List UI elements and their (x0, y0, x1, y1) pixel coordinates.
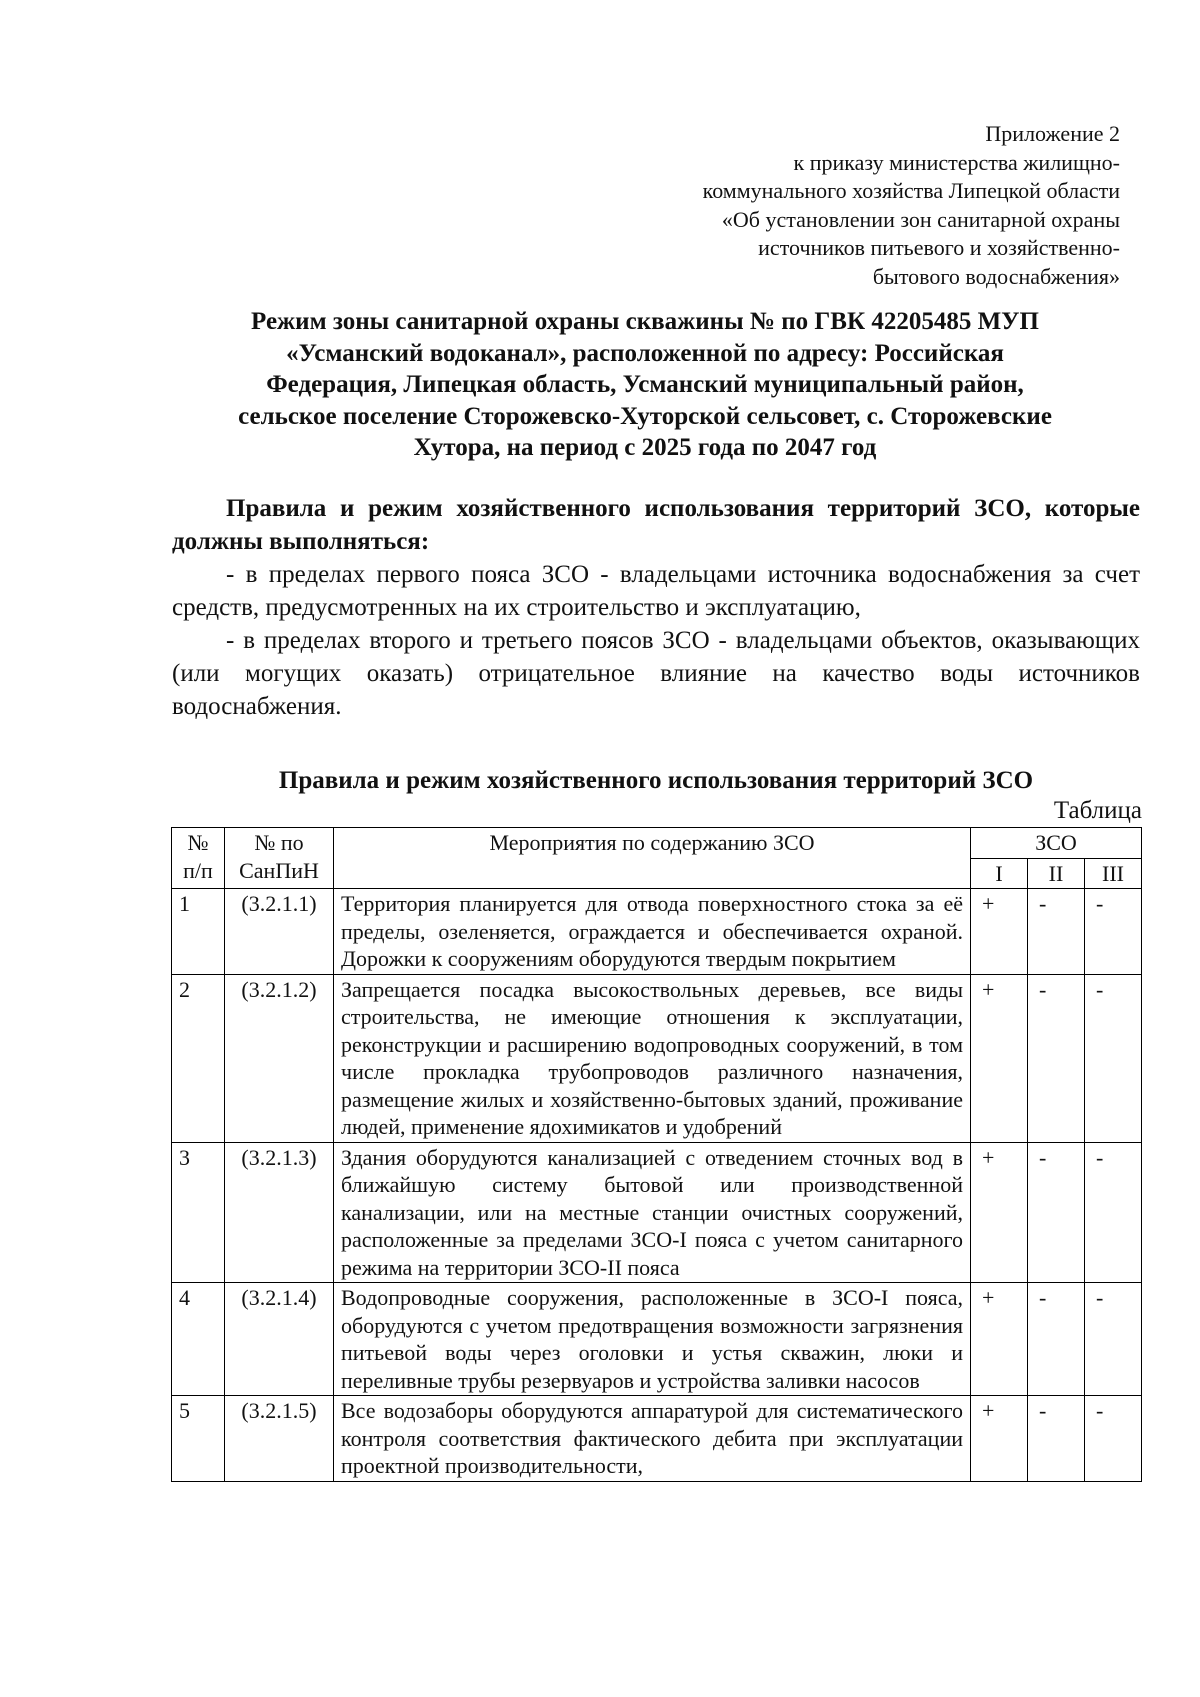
row-sanpin: (3.2.1.1) (225, 889, 334, 975)
title-line: Режим зоны санитарной охраны скважины № по ГВК 42205485 МУП (251, 308, 1039, 335)
rules-item-second-third-zone: - в пределах второго и третьего поясов ЗСО - владельцами объектов, оказывающих (или могущих оказать) отрицательное влияние на качество воды источников водоснабжения. (172, 627, 1140, 720)
row-zone-2: - (1028, 974, 1085, 1142)
appendix-line: Приложение 2 (985, 121, 1120, 146)
header-zone-3: III (1085, 858, 1142, 889)
document-title (150, 306, 1140, 464)
table-row (172, 1396, 1142, 1482)
appendix-block (560, 120, 1120, 291)
table-title: Правила и режим хозяйственного использования территорий ЗСО (278, 767, 1034, 794)
row-num: 2 (172, 974, 225, 1142)
appendix-line: источников питьевого и хозяйственно- (758, 235, 1120, 260)
table-caption: Таблица (1053, 797, 1142, 824)
row-num: 4 (172, 1283, 225, 1396)
title-line: Хутора, на период с 2025 года по 2047 год (413, 434, 877, 461)
row-sanpin: (3.2.1.3) (225, 1142, 334, 1283)
row-zone-2: - (1028, 1283, 1085, 1396)
table-row (172, 1142, 1142, 1283)
row-text: Запрещается посадка высокоствольных деревьев, все виды строительства, не имеющие отношения к эксплуатации, реконструкции и расширению водопроводных сооружений, в том числе прокладка трубопроводов различного назначения, размещение жилых и хозяйственно-бытовых зданий, проживание людей, применение ядохимикатов и удобрений (334, 974, 971, 1142)
row-zone-3: - (1085, 1396, 1142, 1482)
appendix-line: к приказу министерства жилищно- (793, 149, 1120, 175)
row-text: Здания оборудуются канализацией с отведением сточных вод в ближайшую систему бытовой или производственной канализации, или на местные станции очистных сооружений, расположенные за пределами ЗСО-I пояса с учетом санитарного режима на территории ЗСО-II пояса (334, 1142, 971, 1283)
header-num: № п/п (172, 828, 225, 889)
row-sanpin: (3.2.1.5) (225, 1396, 334, 1482)
appendix-line: коммунального хозяйства Липецкой области (702, 178, 1120, 203)
rules-item-first-zone: - в пределах первого пояса ЗСО - владельцами источника водоснабжения за счет средств, предусмотренных на их строительство и эксплуатацию, (172, 561, 1140, 621)
table-header-row (172, 828, 1142, 859)
row-zone-2: - (1028, 1396, 1085, 1482)
row-zone-3: - (1085, 974, 1142, 1142)
table-row (172, 1283, 1142, 1396)
row-sanpin: (3.2.1.2) (225, 974, 334, 1142)
rules-section (172, 492, 1140, 723)
row-sanpin: (3.2.1.4) (225, 1283, 334, 1396)
header-zso: ЗСО (971, 828, 1142, 859)
appendix-line: бытового водоснабжения» (872, 263, 1120, 289)
row-zone-2: - (1028, 889, 1085, 975)
title-line: сельское поселение Сторожевско-Хуторской сельсовет, с. Сторожевские (238, 402, 1052, 430)
title-line: Федерация, Липецкая область, Усманский муниципальный район, (266, 371, 1024, 398)
appendix-line: «Об установлении зон санитарной охраны (721, 206, 1120, 232)
row-num: 5 (172, 1396, 225, 1482)
row-zone-1: + (971, 1283, 1028, 1396)
row-zone-3: - (1085, 1283, 1142, 1396)
row-text: Территория планируется для отвода поверхностного стока за её пределы, озеленяется, ограждается и обеспечивается охраной. Дорожки к сооружениям оборудуются твердым покрытием (334, 889, 971, 975)
row-zone-3: - (1085, 1142, 1142, 1283)
header-zone-2: II (1028, 858, 1085, 889)
row-zone-1: + (971, 1142, 1028, 1283)
row-zone-2: - (1028, 1142, 1085, 1283)
header-measures: Мероприятия по содержанию ЗСО (334, 828, 971, 889)
row-num: 1 (172, 889, 225, 975)
row-zone-1: + (971, 974, 1028, 1142)
header-sanpin: № по СанПиН (225, 828, 334, 889)
zso-table (171, 827, 1142, 1482)
row-text: Все водозаборы оборудуются аппаратурой для систематического контроля соответствия фактического дебита при эксплуатации проектной производительности, (334, 1396, 971, 1482)
row-zone-3: - (1085, 889, 1142, 975)
row-zone-1: + (971, 889, 1028, 975)
row-zone-1: + (971, 1396, 1028, 1482)
rules-heading: Правила и режим хозяйственного использования территорий ЗСО, которые должны выполняться: (172, 495, 1140, 555)
title-line: «Усманский водоканал», расположенной по адресу: Российская (286, 339, 1004, 367)
header-zone-1: I (971, 858, 1028, 889)
table-row (172, 889, 1142, 975)
row-text: Водопроводные сооружения, расположенные в ЗСО-I пояса, оборудуются с учетом предотвращения возможности загрязнения питьевой воды через оголовки и устья скважин, люки и переливные трубы резервуаров и устройства заливки насосов (334, 1283, 971, 1396)
row-num: 3 (172, 1142, 225, 1283)
table-row (172, 974, 1142, 1142)
